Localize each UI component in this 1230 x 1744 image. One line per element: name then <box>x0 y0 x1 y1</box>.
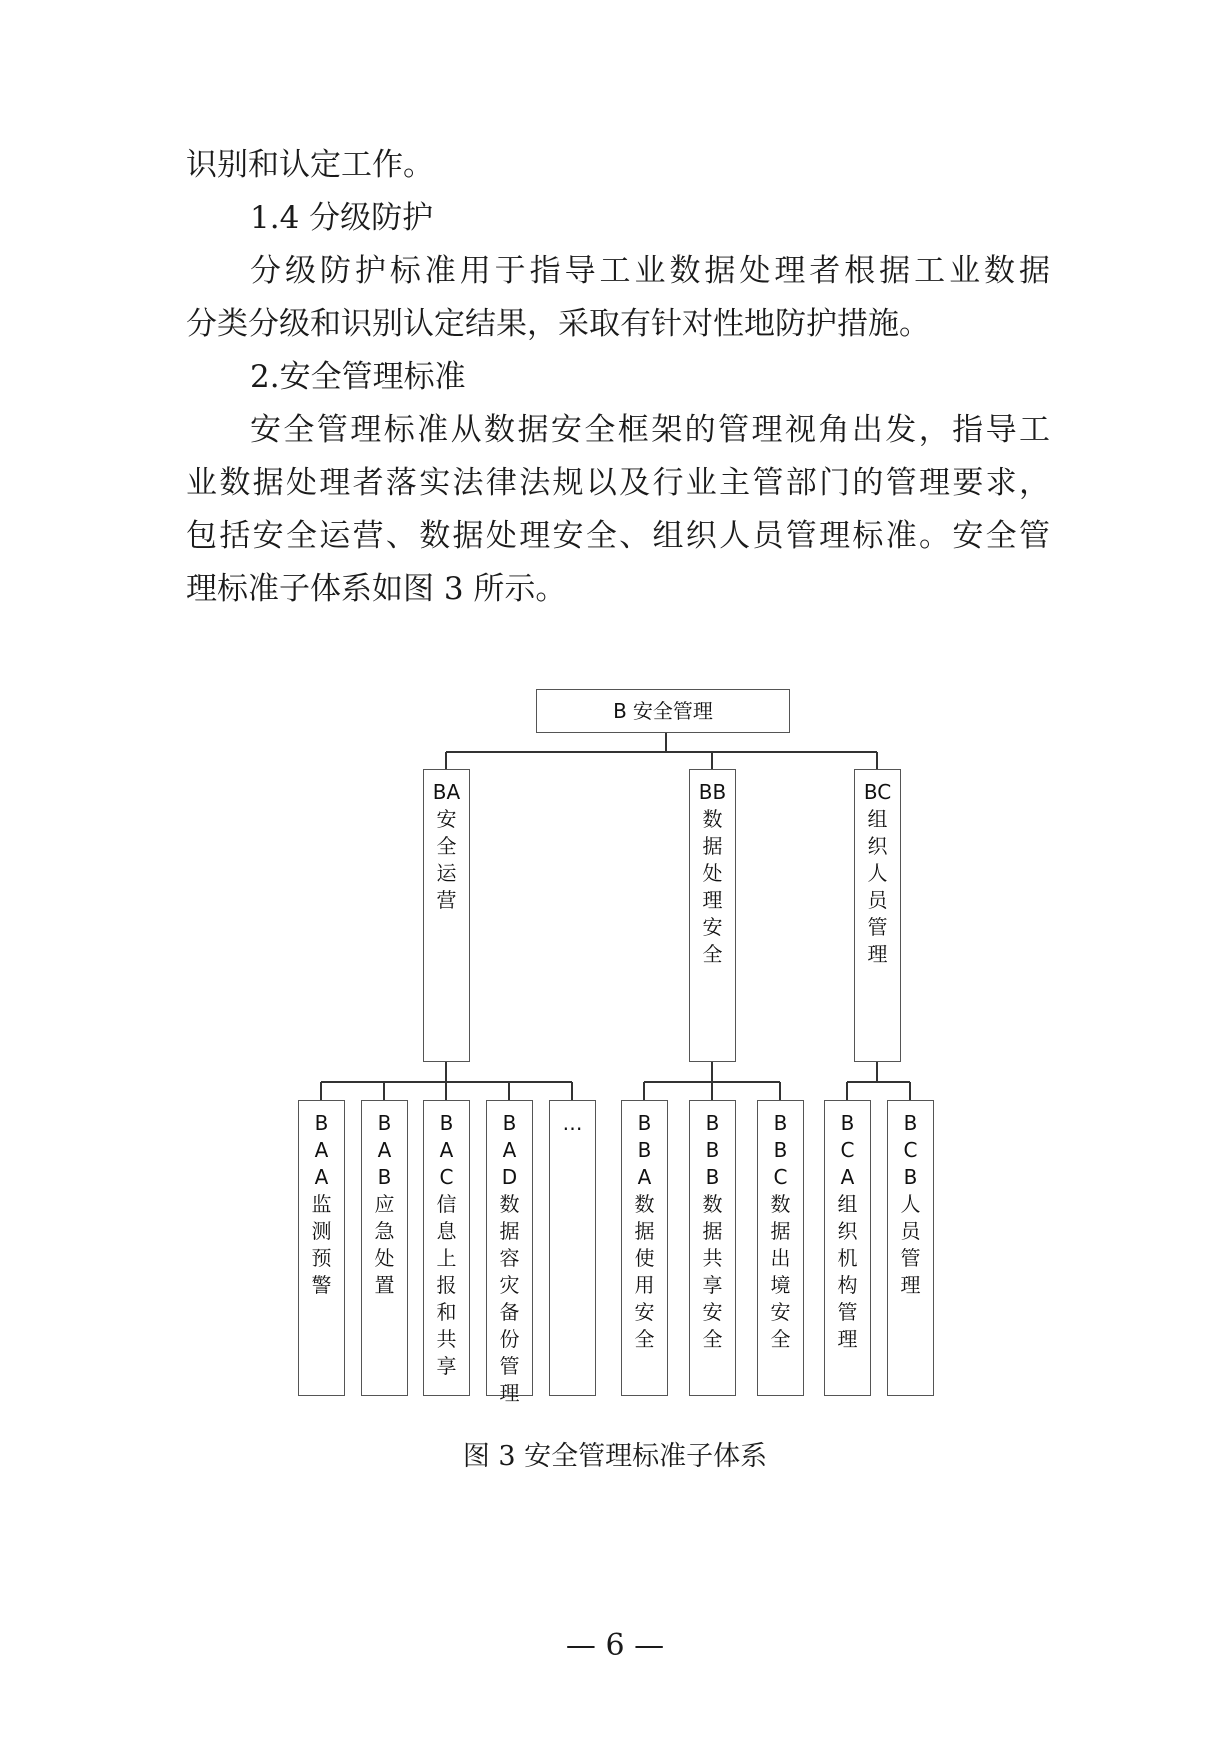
page-number: — 6 — <box>565 1628 665 1663</box>
node-ba <box>423 769 470 1062</box>
node-bac <box>423 1100 470 1396</box>
paragraph-line: 包括安全运营、数据处理安全、组织人员管理标准。安全管 <box>186 518 1050 554</box>
node-label: 组织机构管理 <box>837 1192 858 1351</box>
paragraph-line: 分类分级和识别认定结果，采取有针对性地防护措施。 <box>186 306 930 342</box>
node-code: BC <box>863 780 892 804</box>
node-code: BBA <box>637 1111 652 1189</box>
node-baa <box>298 1100 345 1396</box>
node-code: B <box>613 699 627 723</box>
node-label: 数据出境安全 <box>770 1192 791 1351</box>
section-heading-2: 2.安全管理标准 <box>250 359 466 395</box>
node-bcb <box>887 1100 934 1396</box>
node-label: 数据共享安全 <box>702 1192 723 1351</box>
node-code: BAA <box>314 1111 329 1189</box>
node-code: … <box>562 1111 583 1135</box>
node-label: 安全管理 <box>632 699 713 723</box>
node-code: BB <box>698 780 727 804</box>
paragraph-line: 理标准子体系如图 3 所示。 <box>186 571 567 607</box>
node-bbc <box>757 1100 804 1396</box>
node-label: 信息上报和共享 <box>436 1192 457 1378</box>
node-label: 应急处置 <box>374 1192 395 1297</box>
node-code: BCB <box>903 1111 918 1189</box>
node-code: BAD <box>501 1111 518 1189</box>
node-bba <box>621 1100 668 1396</box>
node-code: BAC <box>439 1111 454 1189</box>
paragraph-line: 识别和认定工作。 <box>186 147 434 183</box>
node-code: BBC <box>773 1111 788 1189</box>
node-label: 安全运营 <box>436 807 457 912</box>
node-code: BCA <box>840 1111 855 1189</box>
node-code: BBB <box>705 1111 720 1189</box>
node-bb <box>689 769 736 1062</box>
figure-caption: 图 3 安全管理标准子体系 <box>462 1441 768 1472</box>
node-root-b <box>536 689 790 733</box>
node-label: 数据使用安全 <box>634 1192 655 1351</box>
paragraph-line: 业数据处理者落实法律法规以及行业主管部门的管理要求， <box>186 465 1050 501</box>
section-heading-1-4: 1.4 分级防护 <box>250 200 434 236</box>
node-label: 数据容灾备份管理 <box>499 1192 520 1405</box>
node-more <box>549 1100 596 1396</box>
node-bc <box>854 769 901 1062</box>
node-bab <box>361 1100 408 1396</box>
node-code: BA <box>432 780 461 804</box>
node-code: BAB <box>377 1111 392 1189</box>
node-label: 监测预警 <box>311 1192 332 1297</box>
node-label: 人员管理 <box>900 1192 921 1297</box>
paragraph-line: 安全管理标准从数据安全框架的管理视角出发，指导工 <box>250 412 1050 448</box>
node-label: 组织人员管理 <box>867 807 888 966</box>
paragraph-line: 分级防护标准用于指导工业数据处理者根据工业数据 <box>250 253 1050 289</box>
node-bca <box>824 1100 871 1396</box>
node-bbb <box>689 1100 736 1396</box>
node-label: 数据处理安全 <box>702 807 723 966</box>
node-bad <box>486 1100 533 1405</box>
